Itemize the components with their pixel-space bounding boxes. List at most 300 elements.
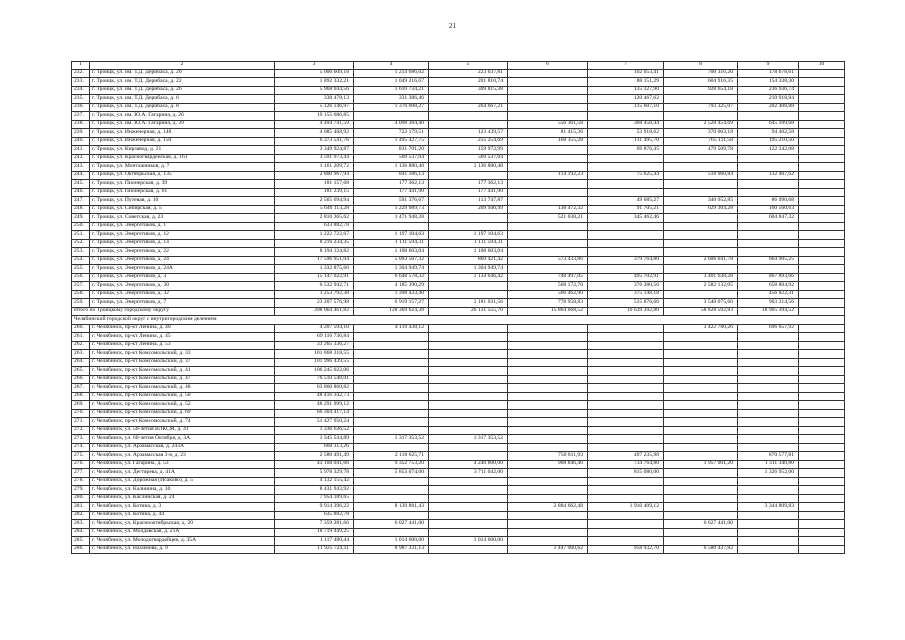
- total-cell: 128 369 624,38: [354, 307, 429, 316]
- column-header: 4: [354, 62, 429, 70]
- table-row: [72, 273, 845, 282]
- amount-cell: [508, 333, 588, 342]
- amount-cell: 177 441,90: [429, 188, 508, 197]
- amount-cell: [588, 265, 664, 274]
- row-number: 265.: [72, 367, 90, 376]
- amount-cell: [799, 367, 845, 376]
- amount-cell: 569 537,04: [354, 154, 429, 163]
- amount-cell: 5 126 146,97: [275, 103, 354, 112]
- row-number: 257.: [72, 282, 90, 291]
- amount-cell: [508, 418, 588, 427]
- row-number: 243.: [72, 163, 90, 172]
- amount-cell: 668 313,26: [275, 443, 354, 452]
- row-number: 252.: [72, 239, 90, 248]
- address-cell: г. Троицк, ул. Энергетиков, д. 3: [90, 273, 275, 282]
- amount-cell: 869 421,42: [429, 256, 508, 265]
- address-cell: г. Троицк, ул. им. Т.Д. Дерибаса, д. 26: [90, 86, 275, 95]
- amount-cell: [664, 528, 738, 537]
- table-row: [72, 452, 845, 461]
- row-number: 237.: [72, 112, 90, 121]
- amount-cell: 2 580 491,49: [275, 452, 354, 461]
- amount-cell: [354, 375, 429, 384]
- amount-cell: [738, 392, 799, 401]
- row-number: 264.: [72, 358, 90, 367]
- table-row: [72, 112, 845, 121]
- amount-cell: [354, 477, 429, 486]
- amount-cell: [799, 95, 845, 104]
- amount-cell: [799, 205, 845, 214]
- amount-cell: [664, 452, 738, 461]
- amount-cell: 6 580 437,82: [664, 545, 738, 554]
- amount-cell: 696 657,92: [738, 324, 799, 333]
- amount-cell: 1 214 686,02: [354, 69, 429, 78]
- amount-cell: [799, 120, 845, 129]
- amount-cell: [508, 375, 588, 384]
- amount-cell: [799, 350, 845, 359]
- address-cell: г. Челябинск, ул. Молодогвардейцев, д. 35А: [90, 537, 275, 546]
- amount-cell: 123 439,57: [429, 129, 508, 138]
- amount-cell: [588, 180, 664, 189]
- amount-cell: [664, 112, 738, 121]
- amount-cell: [588, 435, 664, 444]
- amount-cell: 1 910 409,12: [588, 503, 664, 512]
- table-row: [72, 248, 845, 257]
- row-number: 244.: [72, 171, 90, 180]
- amount-cell: 18 719 449,25: [275, 528, 354, 537]
- amount-cell: [429, 426, 508, 435]
- amount-cell: [799, 248, 845, 257]
- amount-cell: [799, 146, 845, 155]
- amount-cell: 19 155 686,85: [275, 112, 354, 121]
- amount-cell: [664, 435, 738, 444]
- amount-cell: [664, 350, 738, 359]
- table-row: [72, 545, 845, 554]
- amount-cell: [429, 486, 508, 495]
- amount-cell: [738, 231, 799, 240]
- amount-cell: 168 355,28: [508, 137, 588, 146]
- amount-cell: [588, 486, 664, 495]
- amount-cell: [508, 154, 588, 163]
- amount-cell: [508, 78, 588, 87]
- amount-cell: 1 229 989,73: [354, 205, 429, 214]
- amount-cell: 177 362,13: [429, 180, 508, 189]
- row-number: 285.: [72, 537, 90, 546]
- amount-cell: 331 386,46: [354, 95, 429, 104]
- amount-cell: 6 648 578,32: [354, 273, 429, 282]
- row-number: 286.: [72, 545, 90, 554]
- amount-cell: 1 181 031,56: [429, 299, 508, 308]
- amount-cell: 573 433,86: [508, 256, 588, 265]
- row-number: 248.: [72, 205, 90, 214]
- amount-cell: 870 577,81: [738, 452, 799, 461]
- amount-cell: [508, 358, 588, 367]
- amount-cell: [588, 511, 664, 520]
- amount-cell: [508, 86, 588, 95]
- amount-cell: 69 116 736,84: [275, 333, 354, 342]
- amount-cell: [799, 392, 845, 401]
- amount-cell: 76 510 548,01: [275, 375, 354, 384]
- amount-cell: [664, 180, 738, 189]
- row-number: 276.: [72, 460, 90, 469]
- table-row: [72, 477, 845, 486]
- amount-cell: 8 987 331,13: [354, 545, 429, 554]
- table-row: [72, 120, 845, 129]
- amount-cell: [508, 469, 588, 478]
- amount-cell: 1 014 600,00: [429, 537, 508, 546]
- row-number: 242.: [72, 154, 90, 163]
- amount-cell: [508, 146, 588, 155]
- amount-cell: 5 968 944,56: [275, 86, 354, 95]
- amount-cell: [799, 214, 845, 223]
- amount-cell: [354, 112, 429, 121]
- amount-cell: 6 027 441,00: [354, 520, 429, 529]
- amount-cell: 903 214,56: [738, 299, 799, 308]
- amount-cell: [664, 290, 738, 299]
- amount-cell: [799, 460, 845, 469]
- amount-cell: [738, 333, 799, 342]
- amount-cell: 2 606 041,78: [664, 256, 738, 265]
- address-cell: г. Челябинск, пр-кт Ленина, д. 45: [90, 333, 275, 342]
- amount-cell: 66 304 417,14: [275, 409, 354, 418]
- table-row: [72, 367, 845, 376]
- amount-cell: [354, 392, 429, 401]
- amount-cell: [799, 290, 845, 299]
- amount-cell: 1 317 353,52: [429, 435, 508, 444]
- amount-cell: [588, 401, 664, 410]
- table-row: [72, 214, 845, 223]
- amount-cell: 4 098 384,40: [354, 120, 429, 129]
- amount-cell: [588, 443, 664, 452]
- data-table: [71, 61, 845, 554]
- table-row: [72, 486, 845, 495]
- amount-cell: 159 972,99: [429, 146, 508, 155]
- address-cell: г. Челябинск, пр-кт Комсомольский, д. 74: [90, 418, 275, 427]
- amount-cell: [664, 188, 738, 197]
- amount-cell: [738, 112, 799, 121]
- amount-cell: [664, 418, 738, 427]
- address-cell: г. Челябинск, пр-кт Комсомольский, д. 48: [90, 384, 275, 393]
- amount-cell: [429, 341, 508, 350]
- row-number: 249.: [72, 214, 90, 223]
- row-number: 274.: [72, 443, 90, 452]
- amount-cell: 4 207 594,10: [275, 324, 354, 333]
- table-row: [72, 154, 845, 163]
- amount-cell: [799, 171, 845, 180]
- amount-cell: [354, 333, 429, 342]
- amount-cell: [354, 384, 429, 393]
- address-cell: г. Челябинск, ул. Котина, д. 3: [90, 503, 275, 512]
- amount-cell: [738, 265, 799, 274]
- total-label: Итого по Троицкому городскому округу: [72, 307, 275, 316]
- row-number: 278.: [72, 477, 90, 486]
- address-cell: г. Троицк, ул. Пионерская, д. 61: [90, 188, 275, 197]
- column-header: 6: [508, 62, 588, 70]
- address-cell: г. Челябинск, ул. Дегтярева, д. 41А: [90, 469, 275, 478]
- amount-cell: [429, 545, 508, 554]
- amount-cell: [588, 537, 664, 546]
- address-cell: г. Троицк, ул. Инженерная, д. 148: [90, 129, 275, 138]
- amount-cell: 1 304 949,74: [354, 265, 429, 274]
- amount-cell: 102 053,41: [588, 69, 664, 78]
- address-cell: г. Троицк, ул. Советская, д. 23: [90, 214, 275, 223]
- amount-cell: [429, 452, 508, 461]
- amount-cell: 658 804,92: [738, 282, 799, 291]
- address-cell: г. Троицк, ул. им. Ю.А. Гагарина, д. 26: [90, 112, 275, 121]
- amount-cell: 5 093 567,32: [354, 256, 429, 265]
- table-row: [72, 197, 845, 206]
- amount-cell: 748 497,05: [508, 273, 588, 282]
- amount-cell: 223 637,81: [429, 69, 508, 78]
- amount-cell: 17 596 951,04: [275, 256, 354, 265]
- amount-cell: [799, 188, 845, 197]
- row-number: 282.: [72, 511, 90, 520]
- amount-cell: 122 342,08: [738, 146, 799, 155]
- amount-cell: [799, 222, 845, 231]
- amount-cell: [429, 290, 508, 299]
- amount-cell: [799, 494, 845, 503]
- address-cell: г. Челябинск, ул. Нахимова, д. 9: [90, 545, 275, 554]
- amount-cell: [799, 239, 845, 248]
- amount-cell: 114 192,23: [508, 171, 588, 180]
- amount-cell: 209 946,99: [429, 205, 508, 214]
- amount-cell: [429, 112, 508, 121]
- amount-cell: 2 884 662,48: [508, 503, 588, 512]
- amount-cell: [738, 426, 799, 435]
- amount-cell: [738, 520, 799, 529]
- row-number: 284.: [72, 528, 90, 537]
- amount-cell: [799, 401, 845, 410]
- amount-cell: 338 478,13: [275, 95, 354, 104]
- address-cell: г. Челябинск, пр-кт Комсомольский, д. 47: [90, 375, 275, 384]
- amount-cell: [354, 358, 429, 367]
- amount-cell: 4 494 741,59: [275, 120, 354, 129]
- amount-cell: 9 914 396,22: [275, 503, 354, 512]
- amount-cell: [588, 222, 664, 231]
- amount-cell: 111 495,70: [588, 137, 664, 146]
- table-row: [72, 426, 845, 435]
- amount-cell: [429, 95, 508, 104]
- row-number: 259.: [72, 299, 90, 308]
- table-row: [72, 163, 845, 172]
- amount-cell: 3 422 780,26: [664, 324, 738, 333]
- amount-cell: 4 185 390,29: [354, 282, 429, 291]
- amount-cell: [508, 443, 588, 452]
- amount-cell: [588, 384, 664, 393]
- amount-cell: [738, 248, 799, 257]
- amount-cell: 723 179,51: [354, 129, 429, 138]
- table-row: [72, 290, 845, 299]
- row-number: 261.: [72, 333, 90, 342]
- address-cell: г. Троицк, ул. Энергетиков, д. 14: [90, 239, 275, 248]
- amount-cell: 154 338,30: [738, 78, 799, 87]
- amount-cell: [429, 384, 508, 393]
- amount-cell: 841 186,13: [354, 171, 429, 180]
- amount-cell: [508, 392, 588, 401]
- amount-cell: 195 210,50: [738, 137, 799, 146]
- amount-cell: 106 245 022,06: [275, 367, 354, 376]
- amount-cell: [799, 78, 845, 87]
- amount-cell: [354, 528, 429, 537]
- amount-cell: [588, 188, 664, 197]
- row-number: 258.: [72, 290, 90, 299]
- amount-cell: 120 467,62: [588, 95, 664, 104]
- amount-cell: [664, 239, 738, 248]
- amount-cell: 3 344 809,83: [738, 503, 799, 512]
- amount-cell: 202 408,88: [738, 103, 799, 112]
- amount-cell: [738, 494, 799, 503]
- amount-cell: 1 111 594,31: [354, 239, 429, 248]
- amount-cell: [429, 511, 508, 520]
- page-number: 21: [449, 22, 456, 30]
- table-row: [72, 231, 845, 240]
- amount-cell: 135 327,90: [588, 86, 664, 95]
- amount-cell: [738, 435, 799, 444]
- amount-cell: 645 109,68: [738, 120, 799, 129]
- table-body: [72, 62, 845, 554]
- table-row: [72, 384, 845, 393]
- address-cell: г. Троицк, ул. им. Т.Д. Дерибаса, д. 6: [90, 95, 275, 104]
- amount-cell: [799, 409, 845, 418]
- amount-cell: [799, 341, 845, 350]
- amount-cell: 958 932,70: [588, 545, 664, 554]
- table-row: [72, 129, 845, 138]
- amount-cell: 5 646 113,28: [275, 205, 354, 214]
- table-row: [72, 265, 845, 274]
- row-number: 279.: [72, 486, 90, 495]
- amount-cell: [799, 86, 845, 95]
- amount-cell: [354, 341, 429, 350]
- table-row: [72, 239, 845, 248]
- row-number: 277.: [72, 469, 90, 478]
- amount-cell: [664, 214, 738, 223]
- address-cell: г. Троицк, ул. Энергетиков, д. 22: [90, 248, 275, 257]
- row-number: 254.: [72, 256, 90, 265]
- amount-cell: 1 134 646,42: [429, 273, 508, 282]
- address-cell: г. Челябинск, пр-кт Комсомольский, д. 69: [90, 409, 275, 418]
- amount-cell: [508, 520, 588, 529]
- address-cell: г. Челябинск, ул. Калинина, д. 30: [90, 486, 275, 495]
- amount-cell: [664, 367, 738, 376]
- amount-cell: 63 860 860,82: [275, 384, 354, 393]
- row-number: 281.: [72, 503, 90, 512]
- address-cell: г. Челябинск, ул. Арзамасская, д. 243А: [90, 443, 275, 452]
- row-number: 256.: [72, 273, 90, 282]
- amount-cell: 1 197 104,63: [354, 231, 429, 240]
- amount-cell: 2 800 967,94: [275, 171, 354, 180]
- amount-cell: 1 336 626,52: [275, 426, 354, 435]
- amount-cell: [429, 503, 508, 512]
- amount-cell: 1 376 008,27: [354, 103, 429, 112]
- amount-cell: [588, 409, 664, 418]
- address-cell: г. Челябинск, ул. 60-летия Октября, д. 3А: [90, 435, 275, 444]
- amount-cell: 1 111 594,31: [429, 239, 508, 248]
- table-row: [72, 409, 845, 418]
- address-cell: г. Челябинск, ул. Краснооктябрьская, д. 20: [90, 520, 275, 529]
- address-cell: г. Челябинск, ул. Каслинская, д. 24: [90, 494, 275, 503]
- amount-cell: 2 118 625,71: [354, 452, 429, 461]
- amount-cell: [588, 375, 664, 384]
- column-header: 3: [275, 62, 354, 70]
- amount-cell: 566 462,90: [508, 290, 588, 299]
- amount-cell: 1 197 104,63: [429, 231, 508, 240]
- address-cell: г. Челябинск, пр-кт Комсомольский, д. 50: [90, 392, 275, 401]
- amount-cell: 8 431 943,92: [275, 486, 354, 495]
- amount-cell: [588, 112, 664, 121]
- amount-cell: [664, 375, 738, 384]
- amount-cell: 210 918,84: [738, 95, 799, 104]
- table-row: [72, 503, 845, 512]
- row-number: 269.: [72, 401, 90, 410]
- amount-cell: 101 868 318,55: [275, 350, 354, 359]
- amount-cell: 5 006 609,18: [275, 69, 354, 78]
- amount-cell: 633 882,78: [275, 222, 354, 231]
- amount-cell: [508, 537, 588, 546]
- amount-cell: 568 172,76: [508, 282, 588, 291]
- table-row: [72, 375, 845, 384]
- amount-cell: 7 359 281,66: [275, 520, 354, 529]
- column-header: 10: [799, 62, 845, 70]
- total-cell: 10 639 392,80: [588, 307, 664, 316]
- address-cell: г. Челябинск, ул. Дорожная (Исаково), д. 5: [90, 477, 275, 486]
- amount-cell: [664, 358, 738, 367]
- amount-cell: 23 207 576,98: [275, 299, 354, 308]
- amount-cell: 6 373 541,76: [275, 137, 354, 146]
- amount-cell: [799, 103, 845, 112]
- amount-cell: 181 239,15: [275, 188, 354, 197]
- amount-cell: 101 996 439,55: [275, 358, 354, 367]
- amount-cell: 6 532 942,71: [275, 282, 354, 291]
- column-header: 5: [429, 62, 508, 70]
- address-cell: г. Челябинск, пр-кт Комсомольский, д. 52: [90, 401, 275, 410]
- amount-cell: [799, 324, 845, 333]
- amount-cell: [738, 537, 799, 546]
- amount-cell: [429, 528, 508, 537]
- row-number: 262.: [72, 341, 90, 350]
- amount-cell: [664, 409, 738, 418]
- address-cell: г. Троицк, ул. Энергетиков, д. 1: [90, 222, 275, 231]
- amount-cell: 15 147 022,91: [275, 273, 354, 282]
- amount-cell: [799, 265, 845, 274]
- table-row: [72, 103, 845, 112]
- amount-cell: [588, 494, 664, 503]
- amount-cell: 604 847,32: [738, 214, 799, 223]
- table-row: [72, 95, 845, 104]
- amount-cell: [354, 367, 429, 376]
- amount-cell: 255 254,69: [429, 137, 508, 146]
- amount-cell: [429, 358, 508, 367]
- amount-cell: [738, 154, 799, 163]
- amount-cell: [664, 333, 738, 342]
- amount-cell: 115 607,10: [588, 103, 664, 112]
- total-cell: 15 864 668,52: [508, 307, 588, 316]
- row-number: 245.: [72, 180, 90, 189]
- table-row: [72, 256, 845, 265]
- amount-cell: 160 560,63: [738, 205, 799, 214]
- amount-cell: [354, 494, 429, 503]
- amount-cell: [738, 222, 799, 231]
- amount-cell: 815 080,00: [588, 469, 664, 478]
- amount-cell: 521 638,21: [508, 214, 588, 223]
- amount-cell: [664, 222, 738, 231]
- amount-cell: [508, 401, 588, 410]
- table-row: [72, 358, 845, 367]
- amount-cell: 1 014 600,00: [354, 537, 429, 546]
- amount-cell: 33 265 336,27: [275, 341, 354, 350]
- address-cell: г. Троицк, ул. Кирзавод, д. 21: [90, 146, 275, 155]
- row-number: 273.: [72, 435, 90, 444]
- row-number: 234.: [72, 86, 90, 95]
- amount-cell: 1 957 001,20: [664, 460, 738, 469]
